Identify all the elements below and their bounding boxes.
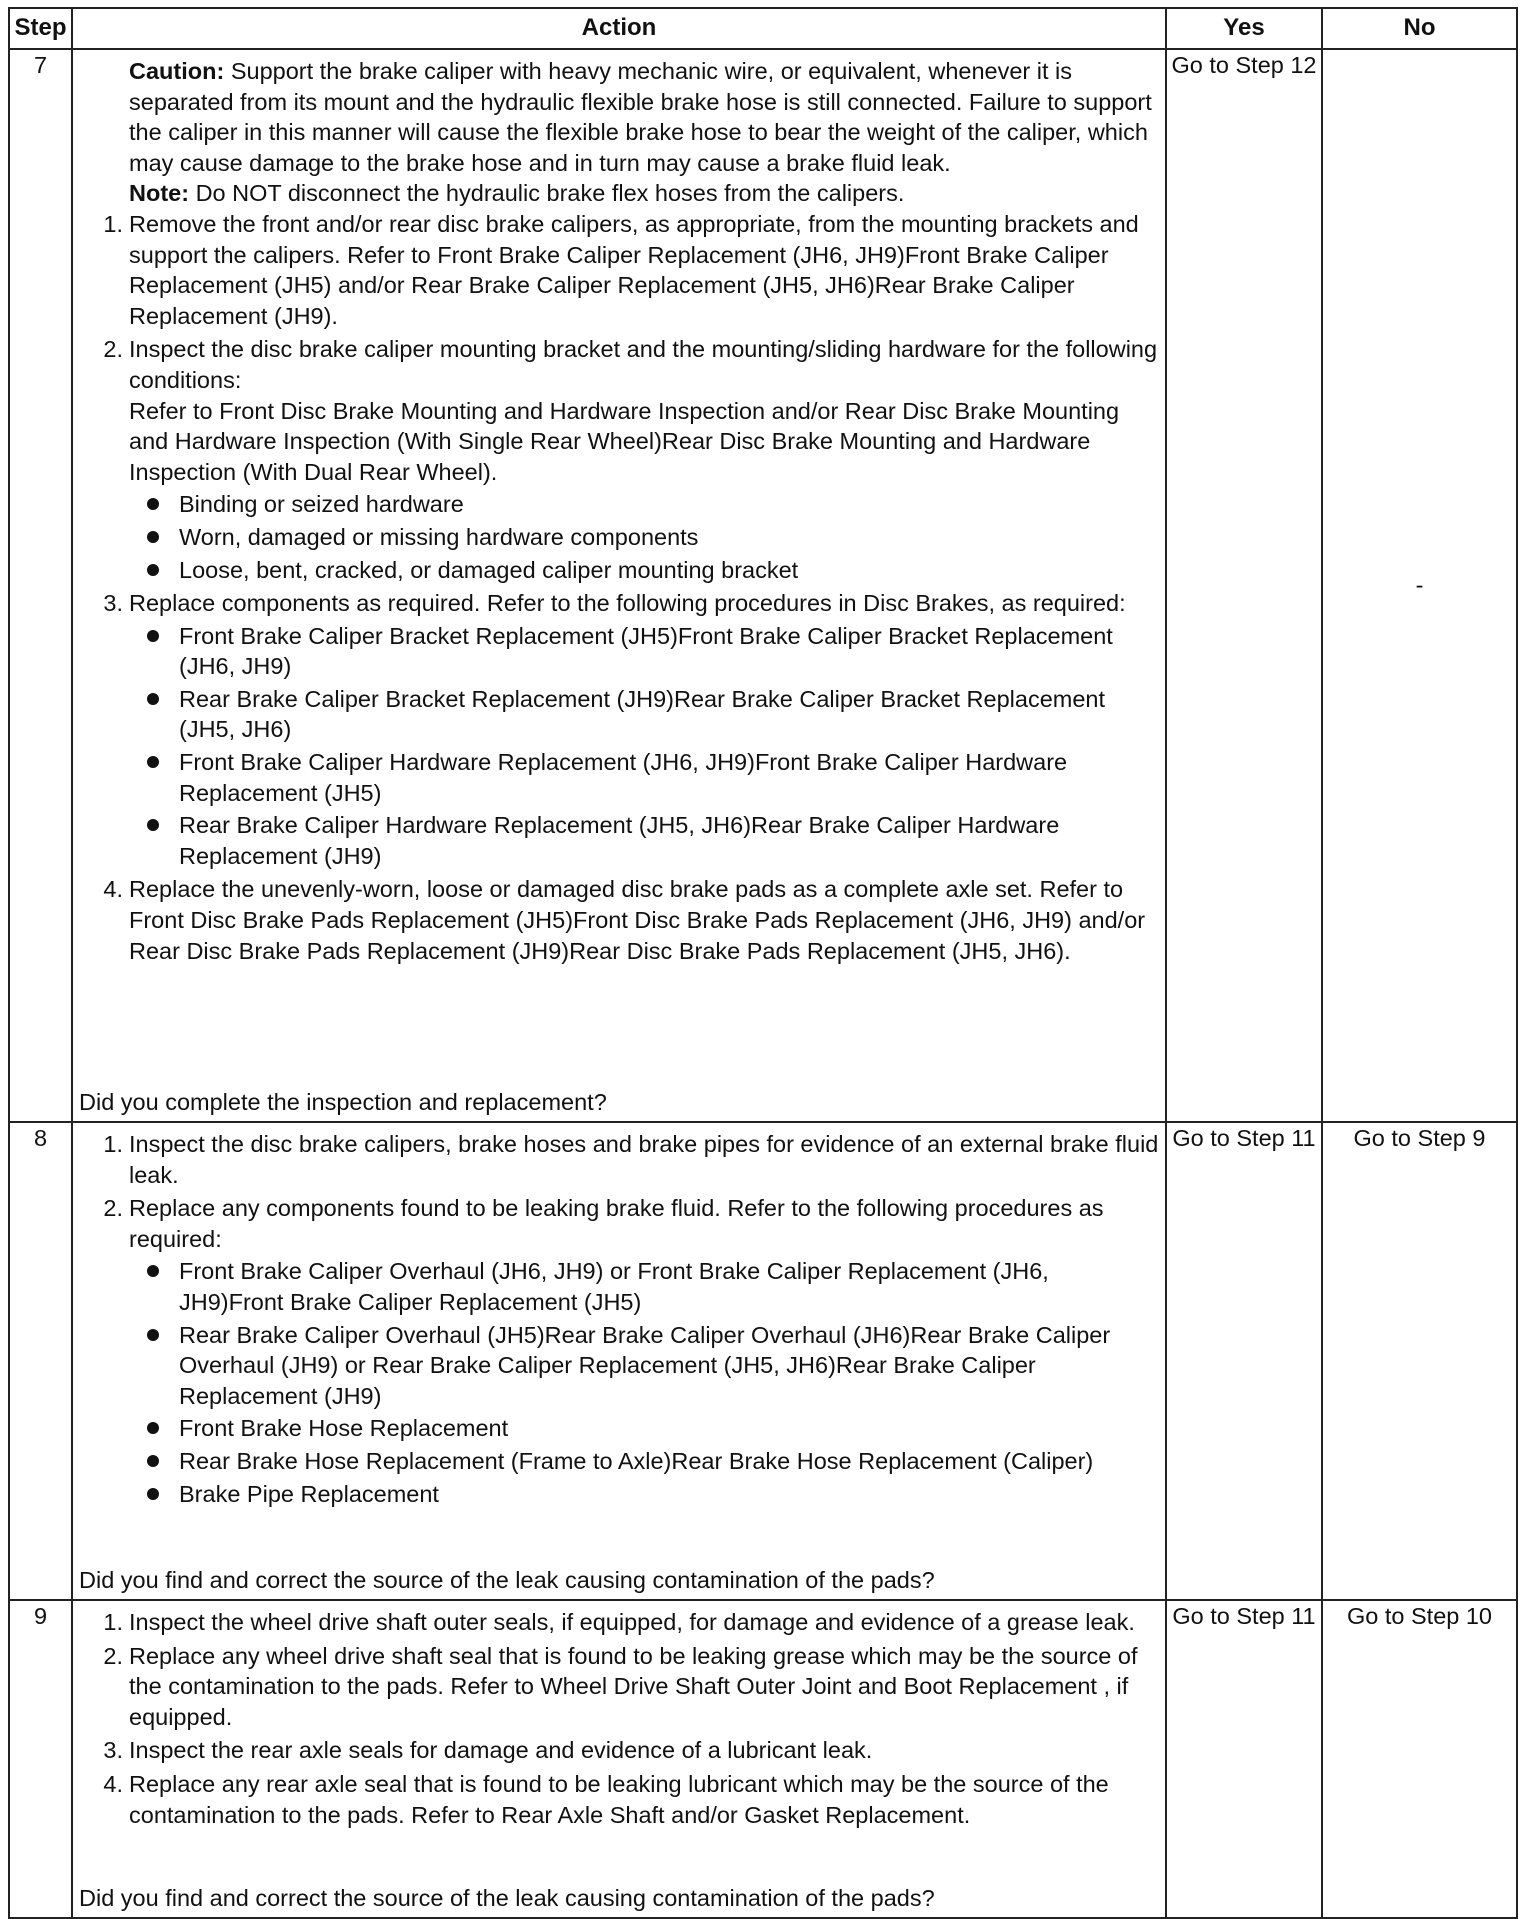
table-row-step-8 [9,1122,1517,1600]
list-item-text: Remove the front and/or rear disc brake calipers, as appropriate, from the mounting brackets and support the calipers. Refer to Front Brake Caliper Replacement (JH6, JH9)Front Brake Caliper Replacement (JH5) and/or Rear Brake Caliper Replacement (JH5, JH6)Rear Brake Caliper Replacement (JH9). [129,210,1139,329]
note-label: Note: [129,180,190,207]
list-item-text: Replace any wheel drive shaft seal that is found to be leaking grease which may be the source of the contamination to the pads. Refer to Wheel Drive Shaft Outer Joint and Boot Replacement , if equipped. [129,1642,1138,1730]
procedure-list [79,1129,1159,1509]
bullet-item: Rear Brake Caliper Overhaul (JH5)Rear Brake Caliper Overhaul (JH6)Rear Brake Caliper Overhaul (JH9) or Rear Brake Caliper Replacement (JH5, JH6)Rear Brake Caliper Replacement (JH9) [179,1320,1159,1412]
list-item-text: Inspect the wheel drive shaft outer seals, if equipped, for damage and evidence of a grease leak. [129,1609,1135,1635]
list-item-text: Replace components as required. Refer to the following procedures in Disc Brakes, as required: [129,590,1126,617]
header-no: No [1322,8,1517,49]
yes-cell: Go to Step 11 [1166,1122,1322,1600]
bullet-item: Rear Brake Hose Replacement (Frame to Axle)Rear Brake Hose Replacement (Caliper) [179,1446,1159,1477]
list-item-text: Replace the unevenly-worn, loose or damaged disc brake pads as a complete axle set. Refer to Front Disc Brake Pads Replacement (JH5)Front Disc Brake Pads Replacement (JH6, JH9) and/or Rear Disc Brake Pads Replacement (JH9)Rear Disc Brake Pads Replacement (JH5, JH6). [129,876,1146,964]
action-cell [72,49,1166,1122]
header-yes: Yes [1166,8,1322,49]
list-item-text: Replace any rear axle seal that is found to be leaking lubricant which may be the source of the contamination to the pads. Refer to Rear Axle Shaft and/or Gasket Replacement. [129,1770,1109,1828]
procedure-list [79,1607,1159,1830]
list-item [129,874,1159,966]
bullet-item: Worn, damaged or missing hardware components [179,522,1159,553]
no-cell: Go to Step 9 [1322,1122,1517,1600]
no-cell: - [1322,49,1517,1122]
list-item-text: Inspect the rear axle seals for damage and evidence of a lubricant leak. [129,1737,873,1764]
step-number: 7 [9,49,72,1122]
caution-paragraph [79,56,1159,178]
bullet-item: Loose, bent, cracked, or damaged caliper mounting bracket [179,555,1159,586]
bullet-item: Rear Brake Caliper Bracket Replacement (JH9)Rear Brake Caliper Bracket Replacement (JH5, JH6) [179,684,1159,745]
bullet-item: Binding or seized hardware [179,489,1159,520]
diagnostic-table [8,7,1518,1919]
list-item [129,1769,1159,1830]
header-row [9,8,1517,49]
table-row-step-7 [9,49,1517,1122]
list-item [129,1193,1159,1509]
list-item [129,1641,1159,1733]
list-item [129,588,1159,871]
bullet-item: Front Brake Caliper Hardware Replacement (JH6, JH9)Front Brake Caliper Hardware Replacement (JH5) [179,747,1159,808]
list-item [129,1607,1159,1638]
step-number: 8 [9,1122,72,1600]
header-step: Step [9,8,72,49]
list-item [129,1129,1159,1190]
list-item-text: Inspect the disc brake calipers, brake hoses and brake pipes for evidence of an external brake fluid leak. [129,1131,1159,1188]
no-cell: Go to Step 10 [1322,1600,1517,1918]
bullet-item: Rear Brake Caliper Hardware Replacement (JH5, JH6)Rear Brake Caliper Hardware Replacement (JH9) [179,810,1159,871]
bullet-item: Front Brake Hose Replacement [179,1413,1159,1444]
procedure-list [79,209,1159,966]
list-item [129,334,1159,585]
step-question: Did you complete the inspection and replacement? [79,1089,607,1116]
bullet-item: Front Brake Caliper Overhaul (JH6, JH9) or Front Brake Caliper Replacement (JH6, JH9)Front Brake Caliper Replacement (JH5) [179,1256,1159,1317]
bullet-list [129,489,1159,585]
step-question: Did you find and correct the source of the leak causing contamination of the pads? [79,1885,935,1912]
list-item-text: Replace any components found to be leaking brake fluid. Refer to the following procedures as required: [129,1195,1104,1252]
note-text: Do NOT disconnect the hydraulic brake flex hoses from the calipers. [189,180,905,207]
table-row-step-9 [9,1600,1517,1918]
list-item [129,1735,1159,1766]
bullet-item: Front Brake Caliper Bracket Replacement (JH5)Front Brake Caliper Bracket Replacement (JH6, JH9) [179,621,1159,682]
list-item-reference: Refer to Front Disc Brake Mounting and Hardware Inspection and/or Rear Disc Brake Mounting and Hardware Inspection (With Single Rear Wheel)Rear Disc Brake Mounting and Hardware Inspection (With Dual Rear Wheel). [129,397,1120,485]
bullet-list [129,1256,1159,1509]
header-action: Action [72,8,1166,49]
bullet-item: Brake Pipe Replacement [179,1479,1159,1510]
list-item-text: Inspect the disc brake caliper mounting bracket and the mounting/sliding hardware for the following conditions: [129,336,1158,393]
step-question: Did you find and correct the source of the leak causing contamination of the pads? [79,1567,935,1594]
action-cell [72,1600,1166,1918]
caution-text: Support the brake caliper with heavy mechanic wire, or equivalent, whenever it is separated from its mount and the hydraulic flexible brake hose is still connected. Failure to support the caliper in this manner will cause the flexible brake hose to bear the weight of the caliper, which may cause damage to the brake hose and in turn may cause a brake fluid leak. [129,58,1152,176]
action-cell [72,1122,1166,1600]
yes-cell: Go to Step 11 [1166,1600,1322,1918]
bullet-list [129,621,1159,872]
note-paragraph [79,178,1159,209]
step-number: 9 [9,1600,72,1918]
caution-label: Caution: [129,58,225,84]
list-item [129,209,1159,331]
yes-cell: Go to Step 12 [1166,49,1322,1122]
